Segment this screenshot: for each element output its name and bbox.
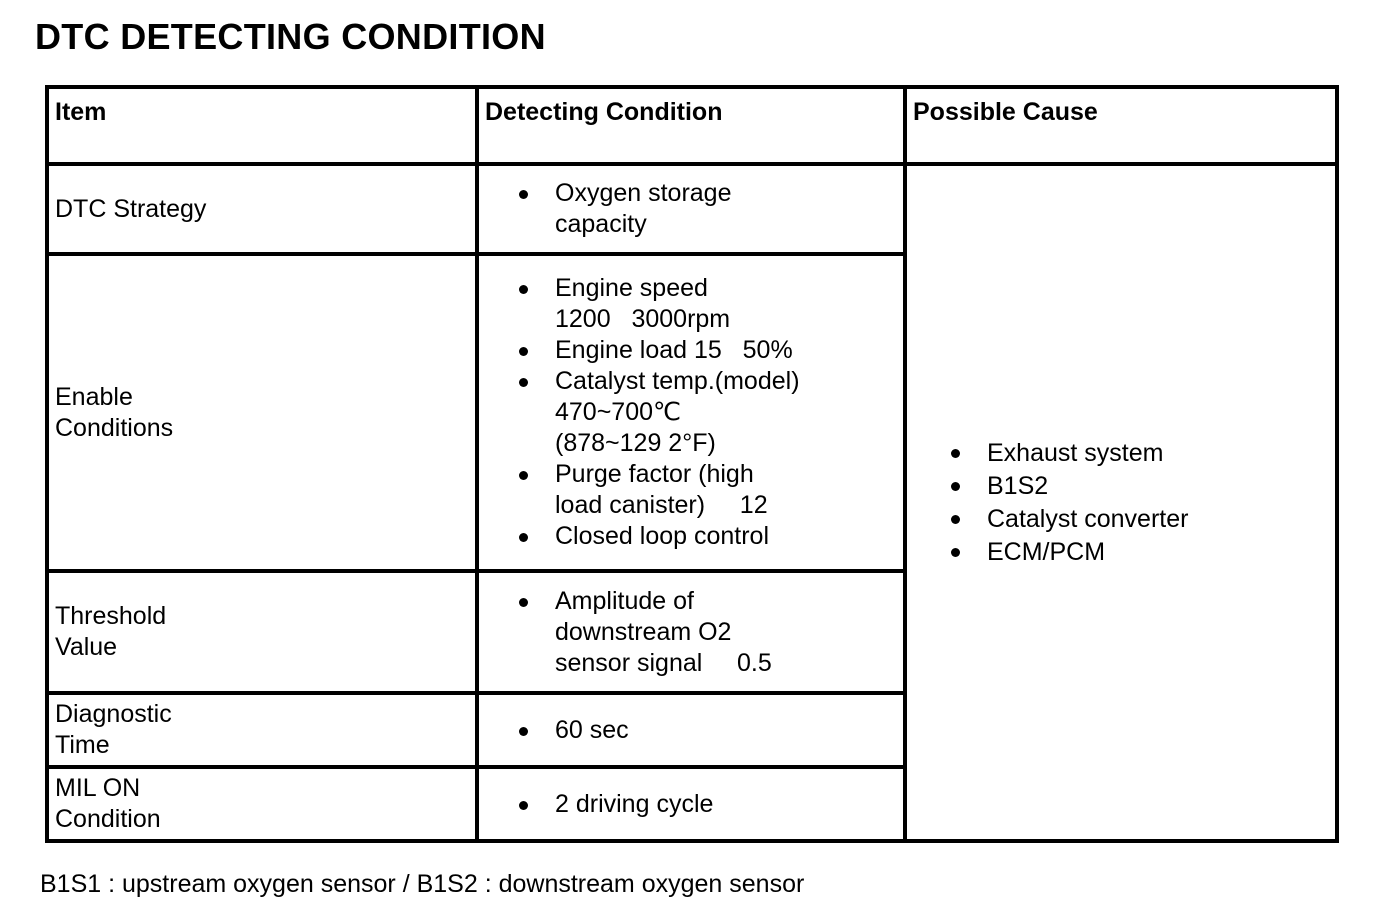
bullet-icon [519, 471, 528, 480]
item-cell: MIL ON Condition [47, 767, 477, 841]
bullet-icon [951, 449, 960, 458]
possible-cause-cell [905, 164, 1337, 841]
list-item: Closed loop control [519, 521, 897, 552]
item-cell: Enable Conditions [47, 254, 477, 571]
list-item: Engine load 15 50% [519, 335, 897, 366]
bullet-icon [519, 598, 528, 607]
dtc-table [45, 85, 1339, 843]
list-item: Catalyst converter [951, 503, 1329, 536]
item-cell [47, 164, 477, 254]
bullet-icon [519, 801, 528, 810]
footnote: B1S1 : upstream oxygen sensor / B1S2 : downstream oxygen sensor [40, 870, 805, 898]
condition-cell [477, 571, 905, 693]
bullet-icon [951, 482, 960, 491]
bullet-icon [519, 285, 528, 294]
bullet-icon [519, 347, 528, 356]
condition-cell [477, 254, 905, 571]
condition-cell [477, 693, 905, 767]
bullet-icon [519, 727, 528, 736]
bullet-icon [519, 378, 528, 387]
table-row [47, 164, 1337, 254]
bullet-icon [951, 515, 960, 524]
list-item: 2 driving cycle [519, 789, 897, 820]
condition-cell [477, 767, 905, 841]
list-item: 60 sec [519, 715, 897, 746]
header-condition: Detecting Condition [477, 87, 905, 164]
list-item: Amplitude of downstream O2 sensor signal 0.5 [519, 586, 897, 679]
list-item: Engine speed 1200 3000rpm [519, 273, 897, 335]
header-item: Item [47, 87, 477, 164]
condition-cell [477, 164, 905, 254]
list-item: Exhaust system [951, 437, 1329, 470]
list-item: B1S2 [951, 470, 1329, 503]
bullet-icon [519, 190, 528, 199]
item-cell: Diagnostic Time [47, 693, 477, 767]
list-item: Oxygen storage capacity [519, 178, 897, 240]
item-label: DTC Strategy [55, 194, 207, 223]
list-item: Catalyst temp.(model) 470~700℃ (878~129 2°F) [519, 366, 897, 459]
item-cell: Threshold Value [47, 571, 477, 693]
header-row [47, 87, 1337, 164]
header-cause: Possible Cause [905, 87, 1337, 164]
page-title: DTC DETECTING CONDITION [35, 16, 546, 57]
list-item: ECM/PCM [951, 536, 1329, 569]
bullet-icon [951, 548, 960, 557]
bullet-icon [519, 533, 528, 542]
list-item: Purge factor (high load canister) 12 [519, 459, 897, 521]
